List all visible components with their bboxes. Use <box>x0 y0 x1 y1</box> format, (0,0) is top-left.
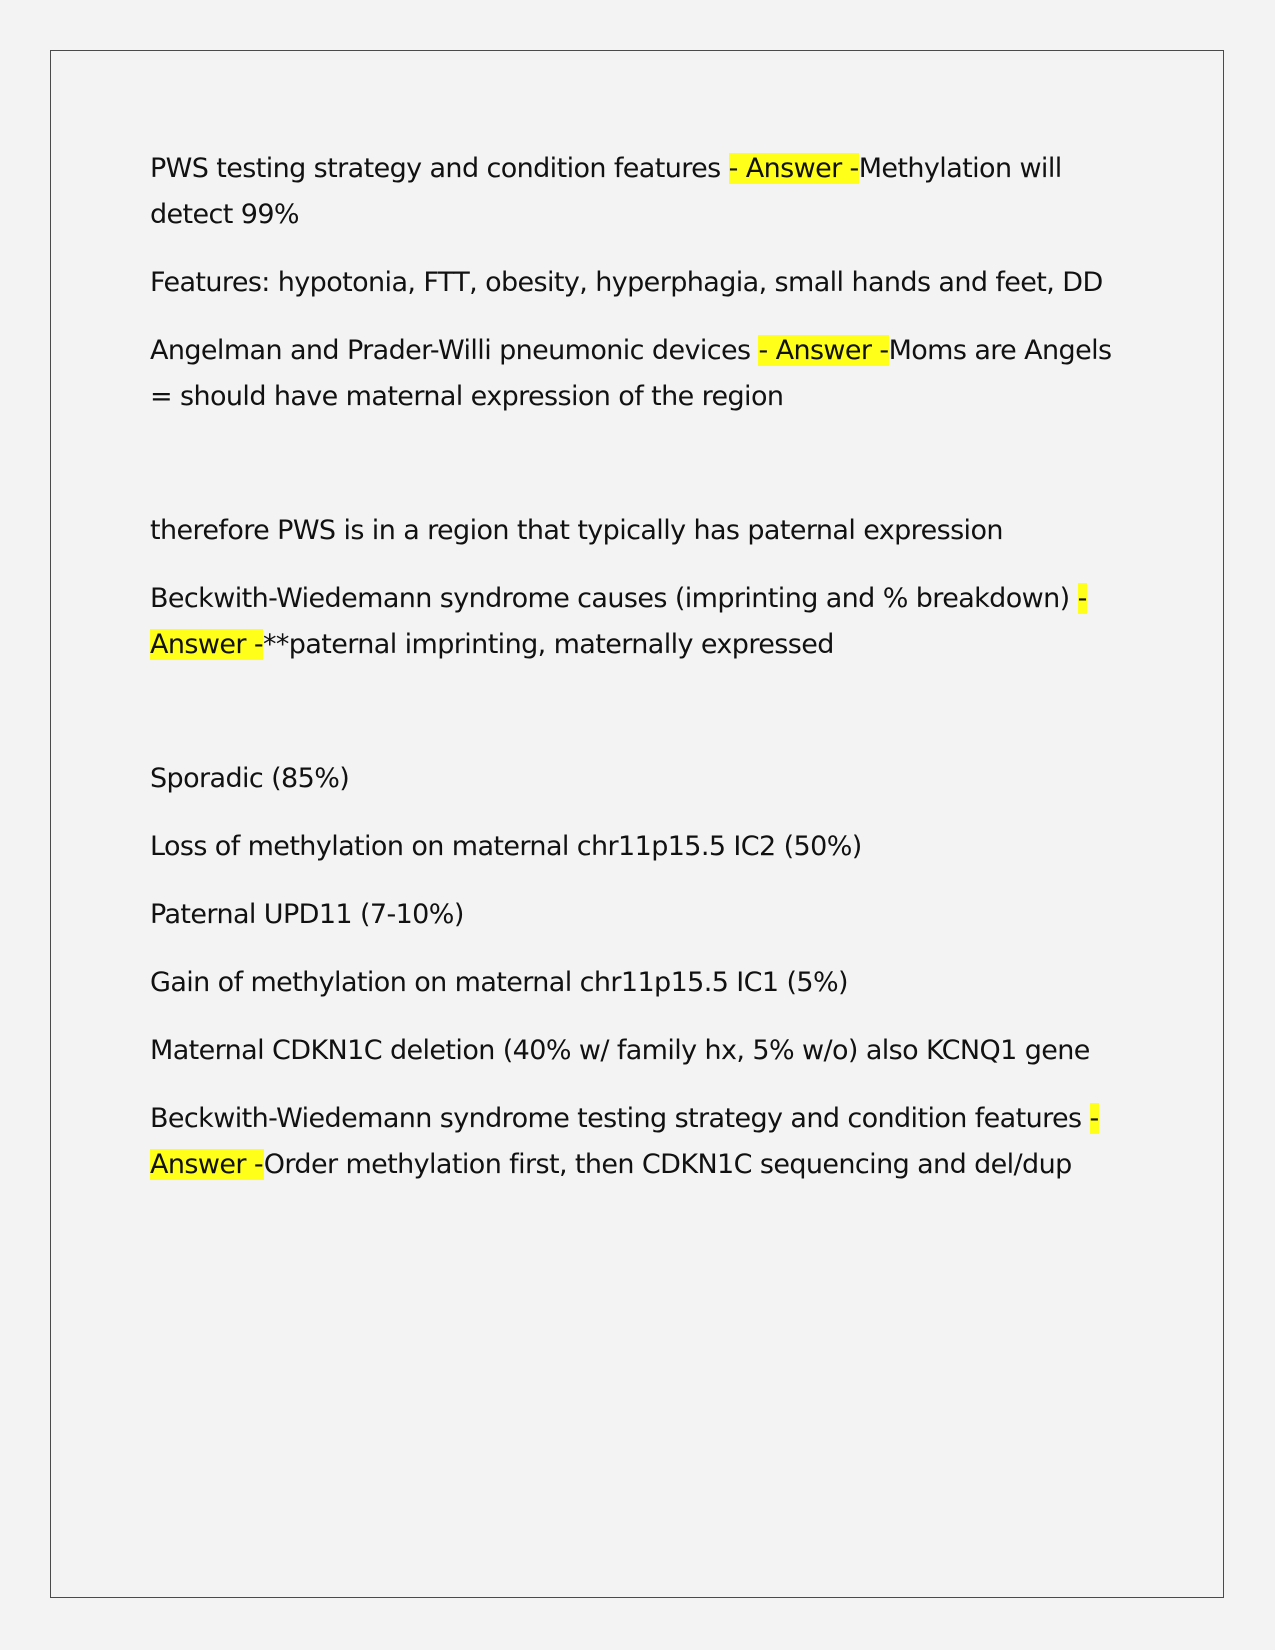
bws-cause-ic2: Loss of methylation on maternal chr11p15.5 IC2 (50%) <box>150 831 862 862</box>
question-text: Beckwith-Wiedemann syndrome testing strategy and condition features <box>150 1103 1090 1134</box>
answer-text: Methylation will detect 99% <box>150 153 1062 230</box>
qa-bws-testing <box>150 1096 1130 1188</box>
answer-separator: - Answer - <box>150 583 1087 660</box>
question-text: PWS testing strategy and condition features <box>150 153 729 184</box>
answer-separator: - Answer - <box>758 335 889 366</box>
bws-cause-ic1: Gain of methylation on maternal chr11p15.5 IC1 (5%) <box>150 967 848 998</box>
bws-cause-cdkn1c: Maternal CDKN1C deletion (40% w/ family hx, 5% w/o) also KCNQ1 gene <box>150 1035 1090 1066</box>
document-body <box>150 146 1130 1210</box>
qa-angelman-pws-mnemonic <box>150 328 1130 420</box>
paragraph-spacer <box>150 442 1130 508</box>
bws-cause-sporadic: Sporadic (85%) <box>150 763 350 794</box>
answer-text: Moms are Angels = should have maternal expression of the region <box>150 335 1112 412</box>
answer-separator: - Answer - <box>150 1103 1099 1180</box>
answer-text: Order methylation first, then CDKN1C sequencing and del/dup <box>263 1149 1072 1180</box>
question-text: Angelman and Prader-Willi pneumonic devices <box>150 335 759 366</box>
answer-separator: - Answer - <box>728 153 859 184</box>
answer-text: **paternal imprinting, maternally expressed <box>262 629 834 660</box>
qa-pws-testing <box>150 146 1130 238</box>
qa-bws-causes <box>150 576 1130 668</box>
pws-features-text: Features: hypotonia, FTT, obesity, hyperphagia, small hands and feet, DD <box>150 267 1103 298</box>
paragraph-spacer <box>150 690 1130 756</box>
question-text: Beckwith-Wiedemann syndrome causes (imprinting and % breakdown) <box>150 583 1078 614</box>
bws-cause-upd11: Paternal UPD11 (7-10%) <box>150 899 464 930</box>
pws-paternal-text: therefore PWS is in a region that typically has paternal expression <box>150 515 1003 546</box>
